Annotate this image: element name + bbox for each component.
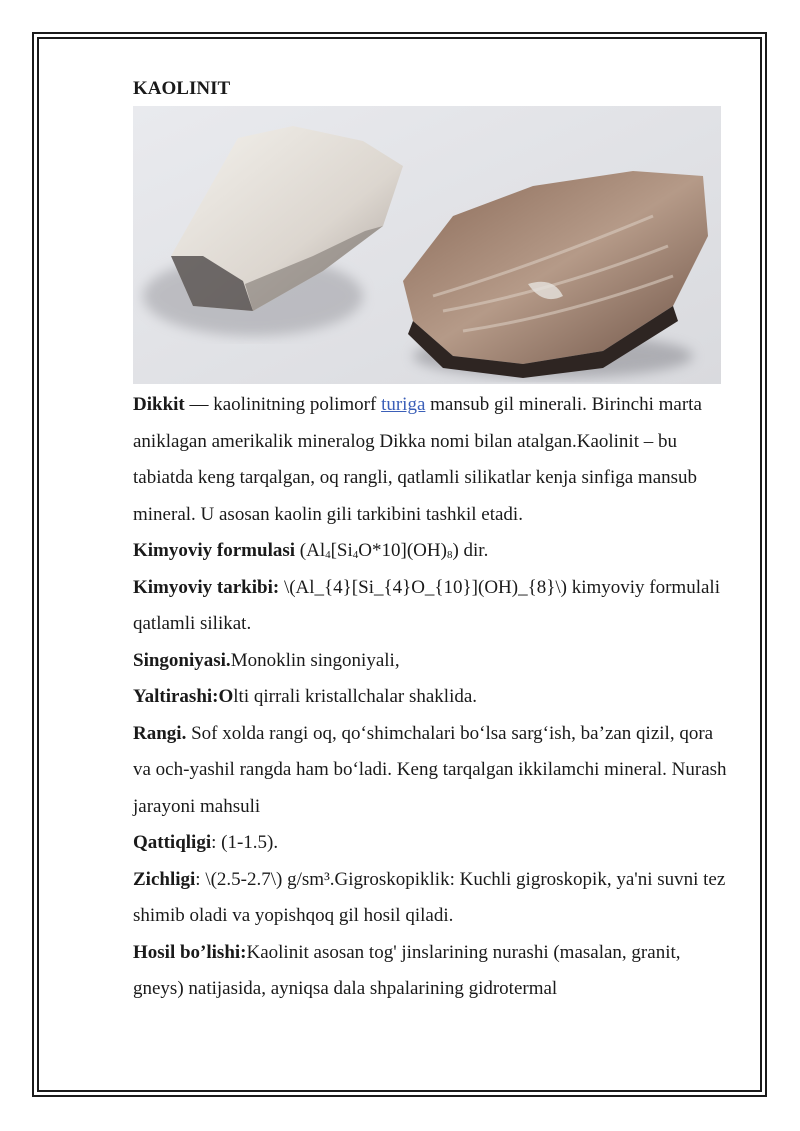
paragraph-formula: Kimyoviy formulasi $(Al_4[Si_4O*10](OH)_8)$ dir. (133, 540, 489, 561)
label-composition: Kimyoviy tarkibi: (133, 576, 280, 598)
label-syngony: Singoniyasi. (133, 649, 231, 671)
document-content (133, 74, 733, 1008)
paragraph-composition: Kimyoviy tarkibi: \(Al_{4}[Si_{4}O_{10}](OH)_{8}\) kimyoviy formulali qatlamli silikat. (133, 576, 720, 634)
kaolinite-photo (133, 106, 721, 384)
page-title: KAOLINIT (133, 78, 231, 99)
paragraph-density: Zichligi: \(2.5-2.7\) g/sm³.Gigroskopiklik: Kuchli gigroskopik, ya'ni suvni tez shimib oladi va yopishqoq gil hosil qiladi. (133, 868, 726, 926)
paragraph-dikkit: Dikkit — kaolinitning polimorf turiga mansub gil minerali. Birinchi marta aniklagan amerikalik mineralog Dikka nomi bilan atalgan.Kaolinit – bu tabiatda keng tarqalgan, oq rangli, qatlamli silikatlar kenja sinfiga mansub mineral. U asosan kaolin gili tarkibini tashkil etadi. (133, 394, 702, 525)
label-luster: Yaltirashi:O (133, 686, 234, 707)
paragraph-color: Rangi. Sof xolda rangi oq, qo‘shimchalari bo‘lsa sarg‘ish, ba’zan qizil, qora va och-yashil rangda ham bo‘ladi. Keng tarqalgan ikkilamchi mineral. Nurash jarayoni mahsuli (133, 722, 727, 817)
label-color: Rangi. (133, 722, 187, 744)
label-formula: Kimyoviy formulasi (133, 540, 296, 561)
document-body (133, 387, 733, 1008)
label-formation: Hosil bo’lishi: (133, 941, 247, 963)
paragraph-syngony: Singoniyasi.Monoklin singoniyali, (133, 649, 400, 671)
paragraph-formation: Hosil bo’lishi:Kaolinit asosan tog' jinslarining nurashi (masalan, granit, gneys) natijasida, ayniqsa dala shpalarining gidrotermal (133, 941, 681, 999)
label-dikkit: Dikkit (133, 394, 185, 415)
label-density: Zichligi (133, 868, 196, 890)
paragraph-hardness: Qattiqligi: (1-1.5). (133, 832, 279, 853)
link-turiga[interactable]: turiga (381, 394, 426, 415)
label-hardness: Qattiqligi (133, 832, 212, 853)
paragraph-luster: Yaltirashi:Olti qirrali kristallchalar shaklida. (133, 686, 478, 707)
